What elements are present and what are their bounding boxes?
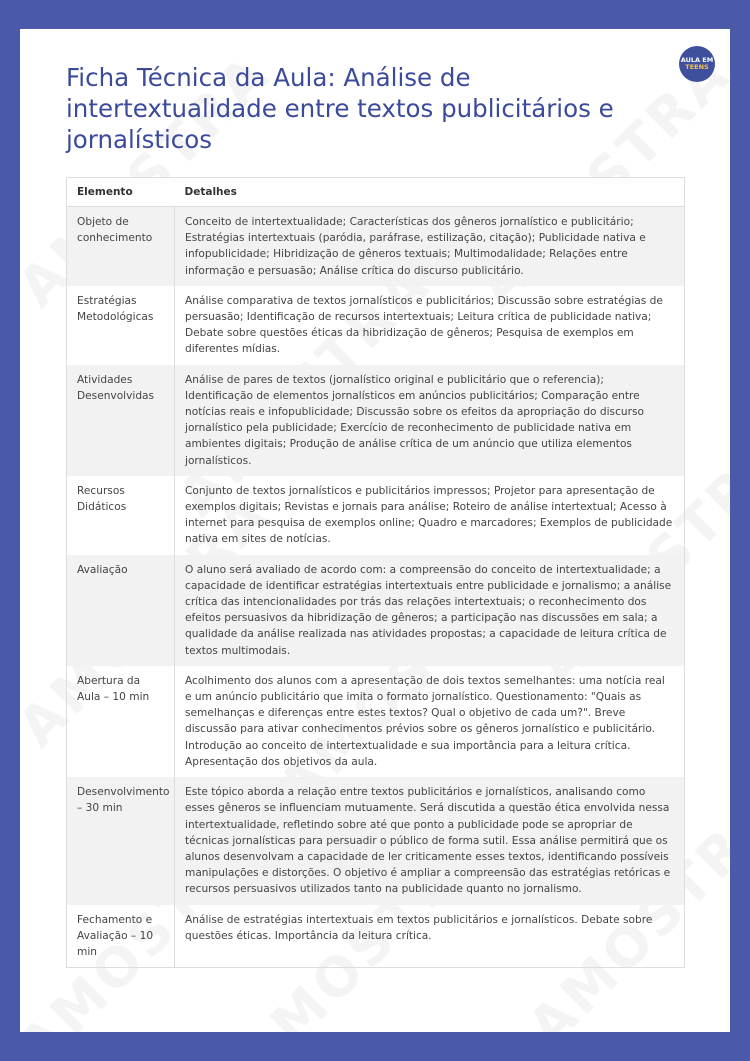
table-row	[67, 555, 685, 666]
page-title: Ficha Técnica da Aula: Análise de intertextualidade entre textos publicitários e jornalísticos	[66, 63, 614, 154]
row-label: Avaliação	[67, 555, 175, 666]
row-details: Este tópico aborda a relação entre textos publicitários e jornalísticos, analisando como esses gêneros se influenciam mutuamente. Será discutida a questão ética envolvida nessa intertextualidade, refletindo sobre até que ponto a publicidade pode se apropriar de técnicas jornalísticas para persuadir o público de forma sutil. Essa análise permitirá que os alunos desenvolvam a capacidade de ler criticamente esses textos, identificando possíveis manipulações e distorções. O objetivo é ampliar a compreensão das estratégias retóricas e recursos persuasivos utilizados tanto na publicidade quanto no jornalismo.	[175, 777, 685, 904]
table-row	[67, 365, 685, 476]
table-row	[67, 207, 685, 286]
table-row	[67, 777, 685, 904]
table-row	[67, 666, 685, 777]
column-header-detalhes: Detalhes	[175, 178, 685, 207]
table-row	[67, 286, 685, 365]
row-label: Objeto de conhecimento	[67, 207, 175, 286]
row-label: Fechamento e Avaliação – 10 min	[67, 905, 175, 968]
row-label: Abertura da Aula – 10 min	[67, 666, 175, 777]
row-details: Acolhimento dos alunos com a apresentação de dois textos semelhantes: uma notícia real e um anúncio publicitário que imita o formato jornalístico. Questionamento: "Quais as semelhanças e diferenças entre estes textos? Qual o objetivo de cada um?". Breve discussão para ativar conhecimentos prévios sobre os gêneros jornalístico e publicitário. Introdução ao conceito de intertextualidade e sua importância para a leitura crítica. Apresentação dos objetivos da aula.	[185, 674, 665, 768]
table-row	[67, 476, 685, 555]
row-label: Estratégias Metodológicas	[67, 286, 175, 365]
row-details: Análise de pares de textos (jornalístico original e publicitário que o referencia); Identificação de elementos jornalísticos em anúncios publicitários; Comparação entre notícias reais e infopublicidade; Discussão sobre os efeitos da apropriação do discurso jornalístico pela publicidade; Exercício de reconhecimento de publicidade nativa em ambientes digitais; Produção de análise crítica de um anúncio que utiliza elementos jornalísticos.	[175, 365, 685, 476]
brand-logo: AULA EM TEENS	[679, 46, 715, 82]
lesson-table	[66, 177, 685, 968]
row-details: Conjunto de textos jornalísticos e publicitários impressos; Projetor para apresentação de exemplos digitais; Revistas e jornais para análise; Roteiro de análise intertextual; Acesso à internet para pesquisa de exemplos online; Quadro e marcadores; Exemplos de publicidade nativa em sites de notícias.	[185, 484, 673, 546]
table-row	[67, 905, 685, 968]
row-details: O aluno será avaliado de acordo com: a compreensão do conceito de intertextualidade; a capacidade de identificar estratégias intertextuais entre publicidade e jornalismo; a análise crítica das intencionalidades por trás das relações intertextuais; o reconhecimento dos efeitos persuasivos da hibridização de gêneros; a participação nas discussões em sala; a qualidade da análise realizada nas atividades propostas; a capacidade de leitura crítica de textos multimodais.	[175, 555, 685, 666]
table-header-row	[67, 178, 685, 207]
row-label: Atividades Desenvolvidas	[67, 365, 175, 476]
row-label: Desenvolvimento – 30 min	[67, 777, 175, 904]
column-header-elemento: Elemento	[67, 178, 175, 207]
row-details: Análise de estratégias intertextuais em textos publicitários e jornalísticos. Debate sobre questões éticas. Importância da leitura crítica.	[185, 913, 653, 942]
row-details: Análise comparativa de textos jornalísticos e publicitários; Discussão sobre estratégias de persuasão; Identificação de recursos intertextuais; Leitura crítica de publicidade nativa; Debate sobre questões éticas da hibridização de gêneros; Pesquisa de exemplos em diferentes mídias.	[185, 294, 663, 356]
worksheet-page	[20, 29, 730, 1032]
row-label: Recursos Didáticos	[67, 476, 175, 555]
row-details: Conceito de intertextualidade; Características dos gêneros jornalístico e publicitário; Estratégias intertextuais (paródia, paráfrase, estilização, citação); Publicidade nativa e infopublicidade; Hibridização de gêneros textuais; Multimodalidade; Relações entre informação e persuasão; Análise crítica do discurso publicitário.	[175, 207, 685, 286]
